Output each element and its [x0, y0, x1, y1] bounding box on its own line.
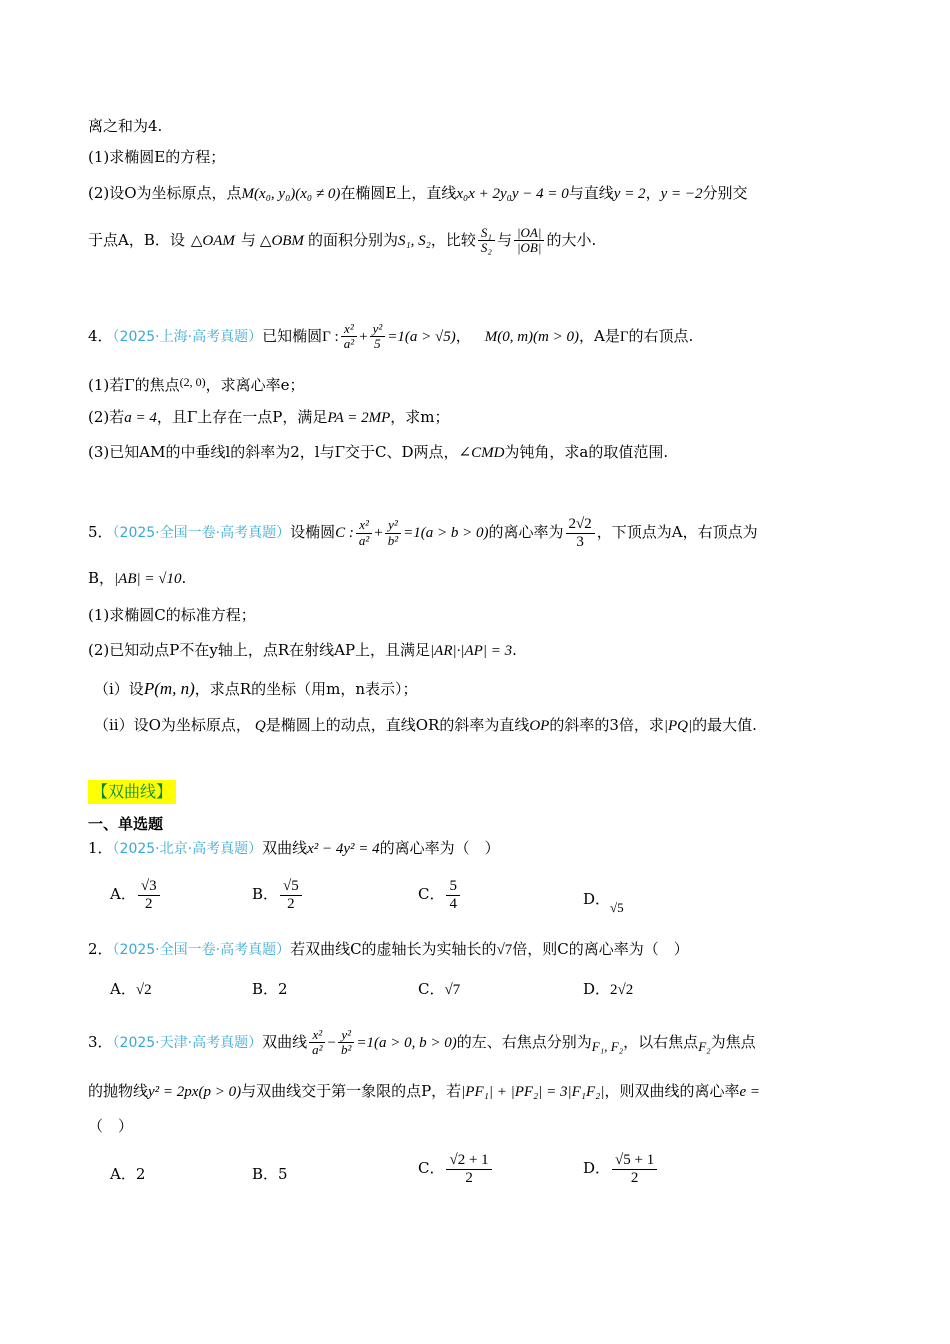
text: 倍，则C的离心率为（ ）: [512, 940, 689, 958]
frac-option: [612, 1152, 657, 1186]
math-minus: −: [327, 1034, 336, 1051]
text: (3)已知AM的中垂线l的斜率为2，l与Γ交于C、D两点，: [88, 443, 459, 461]
numerator: 5: [446, 878, 460, 896]
option-value: √5: [610, 900, 624, 915]
numerator: √2 + 1: [446, 1152, 491, 1170]
s3-option-a[interactable]: [110, 1163, 145, 1185]
p4-question1: [88, 371, 305, 396]
numerator: y²: [338, 1028, 354, 1043]
text: (1)求椭圆C的标准方程；: [88, 606, 256, 624]
numerator: 2√2: [566, 516, 595, 534]
math-condition: =1(a > √5): [387, 328, 456, 345]
numerator: x²: [309, 1028, 325, 1043]
math-line-eq: x₀x + 2y₀y − 4 = 0: [456, 186, 569, 202]
math-angle-cmd: ∠CMD: [458, 445, 505, 461]
math-triangle-obm: △OBM: [259, 232, 304, 249]
text: (2)若: [88, 408, 125, 426]
numerator: y²: [370, 322, 386, 337]
math-ar-ap: |AR|·|AP| = 3: [430, 643, 513, 659]
text: 于点A，B．设: [88, 230, 185, 249]
frac-option: [446, 878, 460, 912]
s3-option-b[interactable]: [252, 1163, 288, 1185]
math-gamma: Γ: [619, 328, 629, 345]
numerator: √5 + 1: [612, 1152, 657, 1170]
denominator: S₂: [480, 240, 492, 256]
denominator: |OB|: [516, 240, 542, 256]
text: B，: [88, 569, 115, 587]
p3-question2: [88, 182, 748, 205]
s3-stem-paren: [88, 1115, 133, 1137]
s2-option-b[interactable]: [252, 978, 288, 1000]
text: ，求离心率e；: [205, 376, 305, 394]
text: 的离心率为: [488, 523, 564, 541]
denominator: b²: [387, 532, 399, 548]
s2-stem: [88, 938, 689, 961]
math-q: Q: [254, 718, 266, 734]
question-number: 3．: [88, 1032, 113, 1051]
option-label: D．: [583, 980, 611, 998]
text: 的抛物线: [88, 1082, 149, 1100]
math-s1s2: S₁, S₂: [397, 232, 431, 249]
option-label: D．: [583, 890, 611, 908]
s3-stem-cont: [88, 1080, 760, 1103]
math-pf-condition: |PF₁| + |PF₂| = 3|F₁F₂|: [461, 1084, 605, 1100]
section-heading-hyperbola: 【双曲线】: [88, 780, 176, 804]
math-op: OP: [529, 718, 550, 734]
denominator: 5: [374, 336, 381, 352]
math-a4: a = 4: [124, 410, 157, 426]
text: 与: [496, 230, 512, 249]
frac-y2-b2: [385, 518, 401, 548]
math-point-m: M(0, m)(m > 0): [484, 328, 579, 345]
math-foci: F₁, F₂: [591, 1038, 624, 1054]
frac-option: [138, 878, 160, 912]
math-point-m: M(x₀, y₀)(x₀ ≠ 0): [241, 186, 341, 202]
denominator: 3: [576, 533, 584, 550]
text: ，则双曲线的离心率: [604, 1082, 740, 1100]
source-tag: （2025·全国一卷·高考真题）: [112, 942, 291, 958]
denominator: 2: [630, 1169, 639, 1186]
text: 双曲线: [262, 839, 308, 857]
frac-x2-a2: [309, 1028, 325, 1058]
text: 的左、右焦点分别为: [456, 1032, 592, 1051]
source-tag: （2025·上海·高考真题）: [112, 328, 263, 345]
p5-question2-ii: [94, 714, 757, 737]
numerator: x²: [341, 322, 357, 337]
option-value: 2√2: [610, 982, 634, 998]
option-label: B．: [252, 885, 279, 903]
math-e: e =: [739, 1084, 761, 1100]
option-label: A．: [110, 885, 136, 903]
denominator: 4: [449, 895, 457, 912]
s2-option-a[interactable]: [110, 978, 152, 1001]
math-plus: +: [359, 328, 368, 345]
text: 的最大值.: [692, 716, 757, 734]
s1-stem: [88, 837, 500, 860]
text: 已知椭圆: [262, 326, 323, 345]
s2-option-d[interactable]: [583, 978, 633, 1001]
numerator: y²: [385, 518, 401, 533]
option-label: B．2: [252, 980, 288, 998]
math-condition: =1(a > 0, b > 0): [356, 1034, 457, 1051]
text: 为焦点: [710, 1032, 756, 1051]
frac-option: [446, 1152, 491, 1186]
denominator: 2: [465, 1169, 473, 1186]
option-label: B．5: [252, 1165, 288, 1183]
s2-option-c[interactable]: [418, 978, 460, 1001]
text: 的大小.: [546, 230, 597, 249]
text: ，以右焦点: [623, 1032, 699, 1051]
frac-y2-b2: [338, 1028, 354, 1058]
source-tag: （2025·全国一卷·高考真题）: [112, 525, 291, 541]
s3-option-c[interactable]: [418, 1152, 494, 1186]
denominator: a²: [343, 336, 355, 352]
p5-question2: [88, 639, 517, 662]
text: ，求点R的坐标（用m，n表示）；: [194, 680, 418, 698]
option-value: √2: [135, 982, 152, 998]
p5-question1: [88, 604, 256, 626]
text: 若双曲线C的虚轴长为实轴长的: [290, 940, 497, 958]
option-label: D．: [583, 1159, 611, 1177]
text: （ ）: [88, 1117, 134, 1135]
option-label: C．: [418, 885, 445, 903]
numerator: |OA|: [514, 226, 544, 241]
math-sqrt7: √7: [496, 942, 513, 958]
text: (1)求椭圆E的方程；: [88, 148, 226, 166]
frac-s1-s2: [478, 226, 495, 256]
math-y2: y = 2: [613, 186, 646, 202]
s1-option-c[interactable]: [418, 878, 462, 912]
frac-option: [280, 878, 302, 912]
section-subheading: 一、单选题: [88, 815, 164, 833]
text: ，下顶点为A，右顶点为: [596, 523, 758, 541]
text: ，且Γ上存在一点P，满足: [156, 408, 328, 426]
denominator: a²: [358, 532, 370, 548]
denominator: 2: [287, 895, 295, 912]
math-pq: |PQ|: [663, 718, 693, 734]
p3-line1: [88, 115, 162, 137]
text: 为钝角，求a的取值范围.: [504, 443, 669, 461]
text: ，: [455, 326, 471, 345]
math-ab-length: |AB| = √10: [114, 571, 182, 587]
question-number: 5．: [88, 523, 113, 541]
text: ，A是: [578, 326, 620, 345]
text: （ii）设O为坐标原点，: [94, 716, 251, 734]
frac-oa-ob: [514, 226, 544, 256]
math-point-p: P(m, n): [143, 679, 195, 698]
frac-eccentricity: [566, 516, 595, 550]
s1-option-b[interactable]: [252, 878, 304, 912]
math-condition: =1(a > b > 0): [403, 525, 489, 541]
math-gamma: Γ :: [322, 328, 339, 345]
denominator: a²: [312, 1042, 323, 1058]
source-tag: （2025·天津·高考真题）: [112, 1034, 263, 1051]
math-parabola-eq: y² = 2px(p > 0): [148, 1084, 242, 1100]
math-c: C :: [335, 525, 354, 541]
text: 在椭圆E上，直线: [340, 184, 457, 202]
p5-stem: [88, 516, 758, 550]
text: 的面积分别为: [307, 230, 398, 249]
text: 是椭圆上的动点，直线OR的斜率为直线: [265, 716, 530, 734]
frac-x2-a2: [341, 322, 357, 352]
denominator: 2: [144, 895, 153, 912]
question-number: 4．: [88, 326, 113, 345]
text: 与双曲线交于第一象限的点P，若: [241, 1082, 462, 1100]
option-label: A．2: [110, 1165, 146, 1183]
numerator: x²: [356, 518, 372, 533]
denominator: b²: [340, 1042, 352, 1058]
text: 设椭圆: [290, 523, 336, 541]
question-number: 1．: [88, 839, 113, 857]
frac-x2-a2: [356, 518, 372, 548]
text: (2)设O为坐标原点，点: [88, 184, 242, 202]
p5-question2-i: [94, 678, 417, 700]
math-plus: +: [374, 525, 383, 541]
text: (1)若Γ的焦点: [88, 376, 180, 394]
text: 的斜率的3倍，求: [549, 716, 664, 734]
p3-question2-cont: [88, 226, 596, 256]
option-label: C．: [418, 980, 445, 998]
s1-option-a[interactable]: [110, 878, 162, 912]
s1-option-d[interactable]: [583, 888, 624, 919]
text: ，比较: [430, 230, 476, 249]
option-label: A．: [110, 980, 136, 998]
text: ，求m；: [390, 408, 450, 426]
text: 的右顶点.: [628, 326, 694, 345]
numerator: S₁: [478, 226, 495, 241]
s3-stem: [88, 1028, 756, 1058]
text: 分别交: [702, 184, 748, 202]
text: 双曲线: [262, 1032, 308, 1051]
s3-option-d[interactable]: [583, 1152, 659, 1186]
math-ym2: y = −2: [660, 186, 703, 202]
math-focus: (2, 0): [179, 375, 206, 389]
p5-stem-cont: [88, 567, 186, 590]
numerator: √3: [138, 878, 160, 896]
question-number: 2．: [88, 940, 113, 958]
p4-question2: [88, 406, 450, 429]
math-pa-mp: PA = 2MP: [327, 410, 391, 426]
text: 的离心率为（ ）: [379, 839, 500, 857]
source-tag: （2025·北京·高考真题）: [112, 841, 263, 857]
option-value: √7: [444, 982, 461, 998]
math-triangle-oam: △OAM: [190, 232, 235, 249]
p4-stem: [88, 322, 693, 352]
text: 离之和为4.: [88, 117, 163, 135]
text: .: [181, 569, 187, 587]
p4-question3: [88, 441, 668, 464]
text: （i）设: [94, 680, 144, 698]
text: 与直线: [568, 184, 614, 202]
text: ，: [645, 184, 661, 202]
frac-y2-5: [370, 322, 386, 352]
numerator: √5: [280, 878, 302, 896]
option-label: C．: [418, 1159, 445, 1177]
math-hyperbola-eq: x² − 4y² = 4: [307, 841, 380, 857]
math-f2: F₂: [698, 1038, 711, 1054]
p3-question1: [88, 146, 225, 168]
text: 与: [240, 230, 256, 249]
text: (2)已知动点P不在y轴上，点R在射线AP上，且满足: [88, 641, 431, 659]
text: .: [512, 641, 517, 659]
